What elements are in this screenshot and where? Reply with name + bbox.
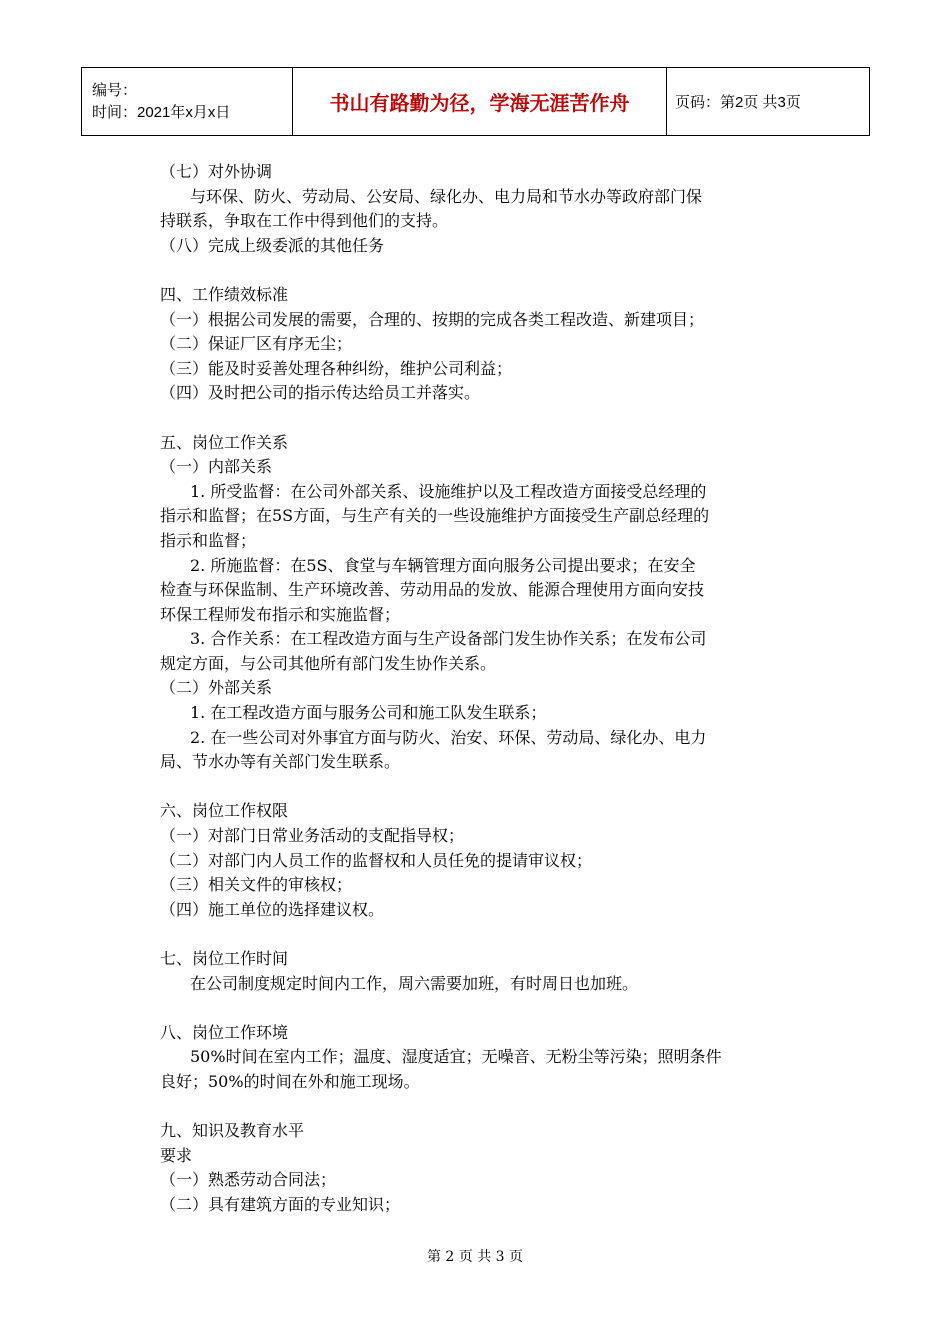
text-line: 九、知识及教育水平 [160, 1121, 305, 1141]
motto-text: 书山有路勤为径，学海无涯苦作舟 [329, 91, 630, 115]
text-line: （八）完成上级委派的其他任务 [160, 235, 385, 255]
text-line: 六、岗位工作权限 [160, 801, 289, 821]
text-line: （二）具有建筑方面的专业知识； [160, 1194, 401, 1214]
text-line: 局、节水办等有关部门发生联系。 [160, 752, 401, 772]
text-line: 指示和监督；在5S方面，与生产有关的一些设施维护方面接受生产副总经理的 [160, 506, 710, 526]
text-line: （七）对外协调 [160, 162, 273, 181]
text-line: （四）及时把公司的指示传达给员工并落实。 [160, 383, 481, 403]
text-line: （一）熟悉劳动合同法； [160, 1170, 337, 1190]
time-label: 时间：2021年x月x日 [92, 103, 231, 121]
text-line: 要求 [160, 1145, 193, 1165]
text-line: 2. 在一些公司对外事宜方面与防火、治安、环保、劳动局、绿化办、电力 [190, 727, 707, 747]
number-label: 编号： [92, 81, 138, 99]
text-line: （一）根据公司发展的需要，合理的、按期的完成各类工程改造、新建项目； [160, 309, 705, 329]
blank-line [160, 775, 820, 800]
text-line: （二）外部关系 [160, 678, 273, 698]
text-line: （一）对部门日常业务活动的支配指导权； [160, 826, 465, 846]
blank-line [160, 996, 820, 1021]
blank-line [160, 922, 820, 947]
text-line: （二）对部门内人员工作的监督权和人员任免的提请审议权； [160, 850, 593, 870]
text-line: （四）施工单位的选择建议权。 [160, 899, 385, 919]
text-line: 与环保、防火、劳动局、公安局、绿化办、电力局和节水办等政府部门保 [190, 186, 703, 206]
page-info-cell [667, 68, 870, 136]
text-line: 四、工作绩效标准 [160, 284, 289, 304]
document-header [81, 67, 870, 136]
text-line: 持联系，争取在工作中得到他们的支持。 [160, 211, 449, 231]
header-meta-cell [82, 68, 293, 136]
text-line: 规定方面，与公司其他所有部门发生协作关系。 [160, 653, 497, 673]
text-line: 50%时间在室内工作；温度、湿度适宜；无噪音、无粉尘等污染；照明条件 [190, 1047, 722, 1067]
text-line: 检查与环保监制、生产环境改善、劳动用品的发放、能源合理使用方面向安技 [160, 580, 705, 600]
blank-line [160, 406, 820, 431]
text-line: 1. 在工程改造方面与服务公司和施工队发生联系； [190, 703, 547, 723]
text-line: （三）能及时妥善处理各种纠纷，维护公司利益； [160, 358, 513, 378]
text-line: （二）保证厂区有序无尘； [160, 334, 353, 354]
text-line: 五、岗位工作关系 [160, 432, 289, 452]
text-line: 指示和监督； [160, 530, 257, 550]
document-body [160, 160, 820, 1218]
text-line: 3. 合作关系：在工程改造方面与生产设备部门发生协作关系；在发布公司 [190, 629, 707, 649]
text-line: （一）内部关系 [160, 457, 273, 477]
text-line: 在公司制度规定时间内工作，周六需要加班，有时周日也加班。 [190, 973, 639, 993]
text-line: （三）相关文件的审核权； [160, 875, 353, 895]
motto-cell [293, 68, 667, 136]
text-line: 良好；50%的时间在外和施工现场。 [160, 1071, 420, 1091]
blank-line [160, 1095, 820, 1120]
page-info: 页码：第2页 共3页 [675, 94, 801, 111]
blank-line [160, 258, 820, 283]
text-line: 七、岗位工作时间 [160, 949, 289, 968]
page-footer: 第 2 页 共 3 页 [426, 1249, 524, 1265]
text-line: 八、岗位工作环境 [160, 1022, 289, 1042]
text-line: 1. 所受监督：在公司外部关系、设施维护以及工程改造方面接受总经理的 [190, 481, 707, 501]
text-line: 2. 所施监督：在5S、食堂与车辆管理方面向服务公司提出要求；在安全 [190, 555, 696, 575]
text-line: 环保工程师发布指示和实施监督； [160, 604, 401, 624]
